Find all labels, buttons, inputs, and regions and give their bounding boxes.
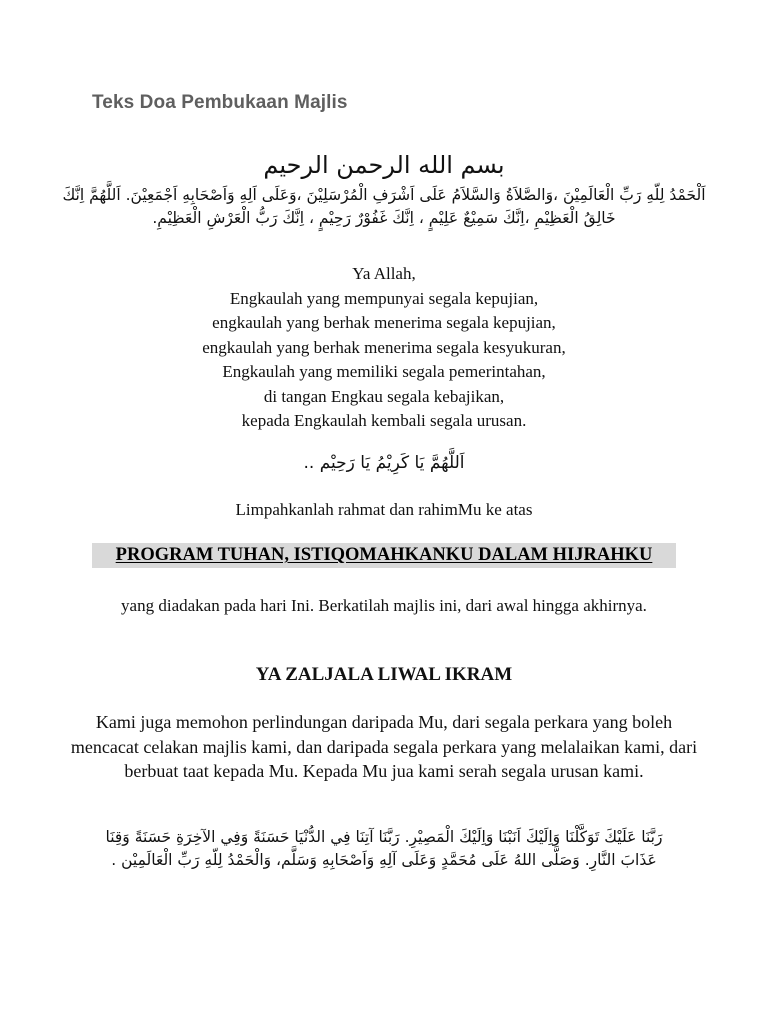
bestow-line: Limpahkanlah rahmat dan rahimMu ke atas [235, 500, 533, 519]
plea-paragraph: Kami juga memohon perlindungan daripada Mu, dari segala perkara yang boleh mencacat celakan majlis kami, dan daripada segala perkara yang melalaikan kami, dari berbuat taat kepada Mu. Kepada Mu jua kami serah segala urusan kami. [70, 712, 698, 781]
praise-line: di tangan Engkau segala kebajikan, [263, 386, 505, 406]
invocation-heading: YA ZALJALA LIWAL IKRAM [255, 664, 513, 685]
praise-line: engkaulah yang berhak menerima segala kepujian, [212, 313, 556, 332]
arabic-call: اَللَّهُمَّ يَا كَرِيْمُ يَا رَحِيْم .. [303, 453, 465, 473]
praise-line: Engkaulah yang memiliki segala pemerintahan, [222, 362, 546, 381]
praise-paragraph [60, 262, 708, 434]
held-line: yang diadakan pada hari Ini. Berkatilah majlis ini, dari awal hingga akhirnya. [121, 596, 647, 615]
praise-line: engkaulah yang berhak menerima segala kesyukuran, [202, 337, 566, 357]
praise-line: Engkaulah yang mempunyai segala kepujian, [229, 288, 539, 308]
basmala: بسم الله الرحمن الرحيم [263, 151, 505, 179]
arabic-closing-prayer: رَبَّنَا عَلَيْكَ تَوَكَّلْنَا وَاِلَيْكَ اَنَبْنَا وَاِلَيْكَ الْمَصِيْرِ. رَبَّنَا آتِنَا فِي الدُّنْيَا حَسَنَةً وَفِي الآخِرَةِ حَسَنَةً وَقِنَا عَذَابَ النَّارِ. وَصَلَّى اللهُ عَلَى مُحَمَّدٍ وَعَلَى آلِهِ وَاَصْحَابِهِ وَسَلَّم، وَالْحَمْدُ لِلّهِ رَبِّ الْعَالَمِيْن . [105, 828, 663, 869]
program-name-highlight: PROGRAM TUHAN, ISTIQOMAHKANKU DALAM HIJRAHKU [92, 543, 676, 568]
document-title: Teks Doa Pembukaan Majlis [92, 92, 348, 113]
praise-line: kepada Engkaulah kembali segala urusan. [241, 411, 527, 430]
arabic-opening-prayer: اَلْحَمْدُ لِلّهِ رَبِّ الْعَالَمِيْنَ ،وَالصَّلاَةُ وَالسَّلاَمُ عَلَى اَشْرَفِ الْمُرْسَلِيْنَ ،وَعَلَى اَلِهِ وَاَصْحَابِهِ اَجْمَعِيْنَ. اَللَّهُمَّ اِنَّكَ خَالِقُ الْعَظِيْمِ ،اِنَّكَ سَمِيْعٌ عَلِيْمٍ ، اِنَّكَ غَفُوْرٌ رَحِيْمٍ ، اِنَّكَ رَبُّ الْعَرْشِ الْعَظِيْمِ. [62, 186, 706, 227]
praise-line: Ya Allah, [352, 264, 416, 283]
